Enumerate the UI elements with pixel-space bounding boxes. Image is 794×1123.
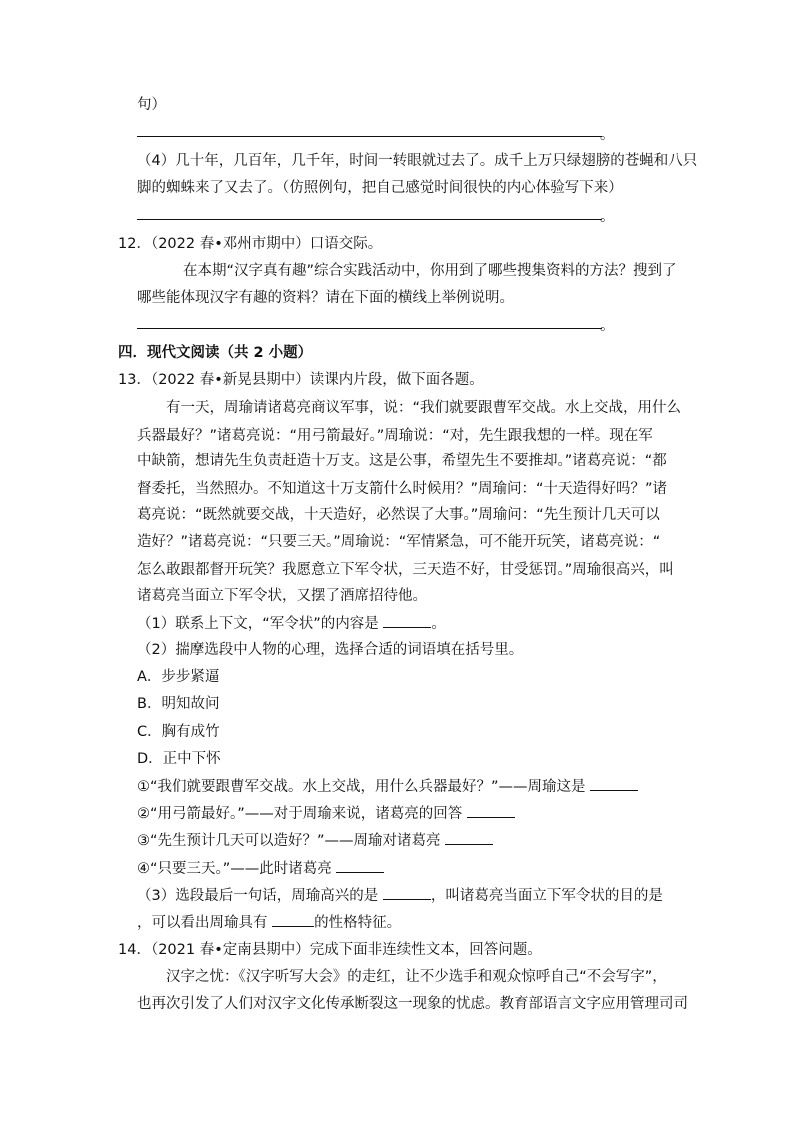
passage-line: 也再次引发了人们对汉字文化传承断裂这一现象的忧虑。教育部语言文字应用管理司司 <box>137 996 688 1012</box>
subquestion-text: ，叫诸葛亮当面立下军令状的目的是 <box>430 888 663 904</box>
passage-line: 中缺箭，想请先生负责赶造十万支。这是公事，希望先生不要推却。”诸葛亮说：“都 <box>137 453 667 469</box>
choice-item-2 <box>137 803 515 824</box>
answer-line <box>137 219 602 220</box>
period: 。 <box>600 318 615 334</box>
subquestion-1 <box>137 613 446 634</box>
passage-line: 诸葛亮当面立下军令状，又摆了酒席招待他。 <box>137 588 427 604</box>
subquestion-3 <box>137 885 663 906</box>
fill-blank[interactable] <box>590 776 638 791</box>
fill-blank[interactable] <box>383 885 431 900</box>
passage-line: 督委托，当然照办。不知道这十万支箭什么时候用？”周瑜问：“十天造得好吗？”诸 <box>137 481 668 497</box>
choice-item-4 <box>137 858 384 879</box>
text-line: 句） <box>137 97 166 113</box>
option-a: A．步步紧逼 <box>137 669 220 685</box>
option-d: D．正中下怀 <box>137 751 221 767</box>
fill-blank[interactable] <box>445 830 493 845</box>
choice-item-3 <box>137 830 493 851</box>
period: 。 <box>431 616 446 632</box>
question-13-header: 13．（2022 春•新晃县期中）读课内片段，做下面各题。 <box>118 372 484 388</box>
option-b: B．明知故问 <box>137 696 220 712</box>
period: 。 <box>600 209 615 225</box>
section-heading: 四．现代文阅读（共 2 小题） <box>118 345 313 361</box>
question-14-header: 14．（2021 春•定南县期中）完成下面非连续性文本，回答问题。 <box>118 942 542 958</box>
subquestion-text: 的性格特征。 <box>314 915 402 931</box>
passage-line: 造好？”诸葛亮说：“只要三天。”周瑜说：“军情紧急，可不能开玩笑，诸葛亮说：“ <box>137 534 661 550</box>
subquestion-text: ，可以看出周瑜具有 <box>137 915 268 931</box>
option-c: C．胸有成竹 <box>137 724 220 740</box>
subquestion-3-cont <box>137 912 401 933</box>
choice-text: ①“我们就要跟曹军交战。水上交战，用什么兵器最好？”——周瑜这是 <box>137 779 586 795</box>
subquestion-text: （1）联系上下文，“军令状”的内容是 <box>137 616 379 632</box>
passage-line: 葛亮说：“既然就要交战，十天造好，必然误了大事。”周瑜问：“先生预计几天可以 <box>137 507 660 523</box>
subquestion-text: （3）选段最后一句话，周瑜高兴的是 <box>137 888 379 904</box>
passage-line: 汉字之忧：《汉字听写大会》的走红，让不少选手和观众惊呼自己“不会写字”， <box>166 969 667 985</box>
choice-text: ④“只要三天。”——此时诸葛亮 <box>137 861 332 877</box>
fill-blank[interactable] <box>272 912 314 927</box>
question-12-header: 12．（2022 春•邓州市期中）口语交际。 <box>118 236 383 252</box>
text-line: 脚的蜘蛛来了又去了。（仿照例句，把自己感觉时间很快的内心体验写下来） <box>137 180 623 196</box>
passage-line: 怎么敢跟都督开玩笑？我愿意立下军令状，三天造不好，甘受惩罚。”周瑜很高兴，叫 <box>137 562 674 578</box>
text-line: （4）几十年，几百年，几千年，时间一转眼就过去了。成千上万只绿翅膀的苍蝇和八只 <box>137 153 698 169</box>
passage-line: 有一天，周瑜请诸葛亮商议军事，说：“我们就要跟曹军交战。水上交战，用什么 <box>166 400 682 416</box>
period: 。 <box>600 127 615 143</box>
passage-line: 兵器最好？”诸葛亮说：“用弓箭最好。”周瑜说：“对，先生跟我想的一样。现在军 <box>137 428 653 444</box>
choice-item-1 <box>137 776 638 797</box>
choice-text: ③“先生预计几天可以造好？”——周瑜对诸葛亮 <box>137 833 441 849</box>
answer-line <box>137 328 602 329</box>
answer-line <box>137 136 602 137</box>
choice-text: ②“用弓箭最好。”——对于周瑜来说，诸葛亮的回答 <box>137 806 463 822</box>
fill-blank[interactable] <box>467 803 515 818</box>
text-line: 在本期“汉字真有趣”综合实践活动中，你用到了哪些搜集资料的方法？搜到了 <box>183 263 677 279</box>
fill-blank[interactable] <box>383 613 431 628</box>
subquestion-2: （2）揣摩选段中人物的心理，选择合适的词语填在括号里。 <box>137 642 524 658</box>
text-line: 哪些能体现汉字有趣的资料？请在下面的横线上举例说明。 <box>137 290 514 306</box>
fill-blank[interactable] <box>336 858 384 873</box>
